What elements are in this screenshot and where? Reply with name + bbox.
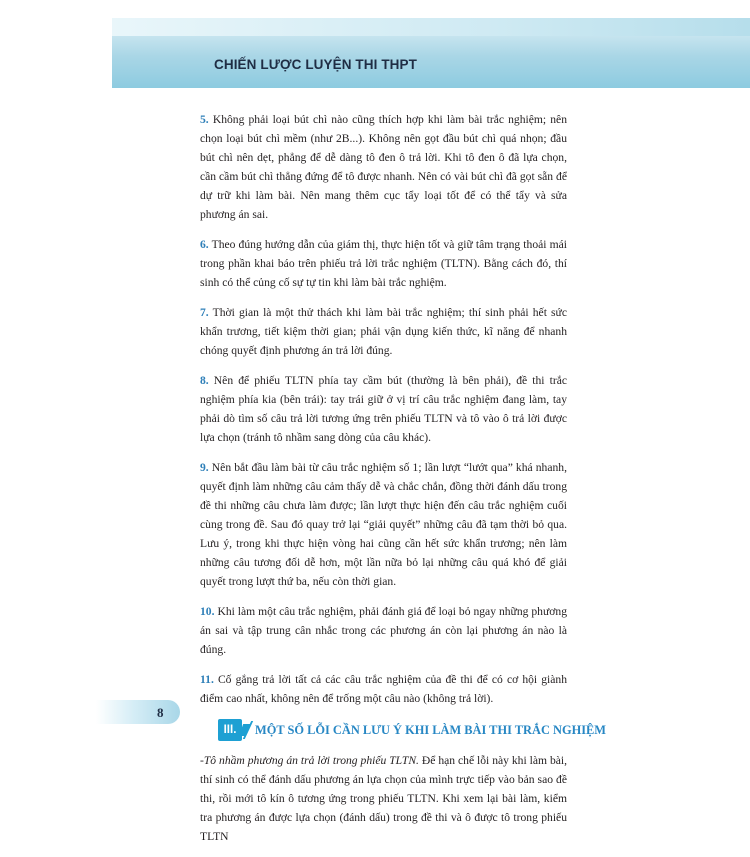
paragraph-6 xyxy=(200,235,567,292)
item-number: 11. xyxy=(200,673,214,686)
section-title: MỘT SỐ LỖI CẦN LƯU Ý KHI LÀM BÀI THI TRẮC NGHIỆM xyxy=(255,723,606,737)
section-heading xyxy=(200,719,606,745)
page-number-tab xyxy=(96,700,180,724)
paragraph-11 xyxy=(200,670,567,708)
paragraph-7 xyxy=(200,303,567,360)
paragraph-9 xyxy=(200,458,567,591)
running-header-title: CHIẾN LƯỢC LUYỆN THI THPT xyxy=(214,57,417,72)
paragraph-text: Để hạn chế lỗi này khi làm bài, thí sinh có thể đánh dấu phương án lựa chọn của mình trực tiếp vào bản sao đề thi, rồi mới tô kín ô tương ứng trong phiếu TLTN. Khi xem lại bài làm, kiểm tra phương án được lựa chọn (đánh dấu) trong đề thi và ô được tô trong phiếu TLTN xyxy=(200,754,568,843)
item-number: 6. xyxy=(200,238,209,251)
page-number: 8 xyxy=(157,705,164,720)
paragraph-text: Nên bắt đầu làm bài từ câu trắc nghiệm số 1; lần lượt “lướt qua” khá nhanh, quyết định làm những câu cảm thấy dễ và chắc chắn, đồng thời đánh dấu trong đề thi những câu chưa làm được; lần lượt thực hiện đến câu trắc nghiệm cuối cùng trong đề. Sau đó quay trở lại “giải quyết” những câu đã tạm thời bỏ qua. Lưu ý, trong khi thực hiện vòng hai cũng cần hết sức khẩn trương; nên làm những câu tương đối dễ hơn, một lần nữa bỏ lại những câu quá khó để giải quyết trong lượt thứ ba, nếu còn thời gian. xyxy=(200,461,567,588)
paragraph-mistake-1 xyxy=(200,751,567,846)
paragraph-5 xyxy=(200,110,567,224)
paragraph-text: Cố gắng trả lời tất cả các câu trắc nghiệm của đề thi để có cơ hội giành điểm cao nhất, không nên để trống một câu nào (không trả lời). xyxy=(200,673,567,705)
paragraph-text: Khi làm một câu trắc nghiệm, phải đánh giá để loại bỏ ngay những phương án sai và tập trung cân nhắc trong các phương án còn lại phương án nào là đúng. xyxy=(200,605,567,656)
mistake-lead: -Tô nhầm phương án trả lời trong phiếu TLTN. xyxy=(200,754,419,767)
paragraph-8 xyxy=(200,371,567,447)
paragraph-10 xyxy=(200,602,567,659)
paragraph-text: Không phải loại bút chì nào cũng thích hợp khi làm bài trắc nghiệm; nên chọn loại bút chì mềm (như 2B...). Không nên gọt đầu bút chì quá nhọn; đầu bút chì nên dẹt, phẳng để dễ dàng tô đen ô trả lời. Khi tô đen ô đã lựa chọn, cần cầm bút chì thẳng đứng để tô được nhanh. Nên có vài bút chì đã gọt sẵn để dự trữ khi làm bài. Nên mang thêm cục tẩy loại tốt để có thể tẩy và sửa phương án sai. xyxy=(200,113,567,221)
header-band xyxy=(112,18,750,88)
page-body xyxy=(200,110,606,857)
paragraph-text: Nên để phiếu TLTN phía tay cầm bút (thường là bên phải), đề thi trắc nghiệm phía kia (bên trái): tay trái giữ ở vị trí câu trắc nghiệm đang làm, tay phải dò tìm số câu trả lời tương ứng trên phiếu TLTN và tô vào ô trả lời được lựa chọn (tránh tô nhầm sang dòng của câu khác). xyxy=(200,374,567,444)
item-number: 10. xyxy=(200,605,215,618)
paragraph-text: Theo đúng hướng dẫn của giám thị, thực hiện tốt và giữ tâm trạng thoải mái trong phần khai báo trên phiếu trả lời trắc nghiệm (TLTN). Bằng cách đó, thí sinh có thể củng cố sự tự tin khi làm bài trắc nghiệm. xyxy=(200,238,567,289)
section-number-badge: III. xyxy=(218,719,242,741)
item-number: 8. xyxy=(200,374,209,387)
item-number: 7. xyxy=(200,306,209,319)
item-number: 5. xyxy=(200,113,209,126)
paragraph-text: Thời gian là một thử thách khi làm bài trắc nghiệm; thí sinh phải hết sức khẩn trương, tiết kiệm thời gian; phải vận dụng kiến thức, kĩ năng để nhanh chóng quyết định phương án trả lời đúng. xyxy=(200,306,567,357)
item-number: 9. xyxy=(200,461,209,474)
